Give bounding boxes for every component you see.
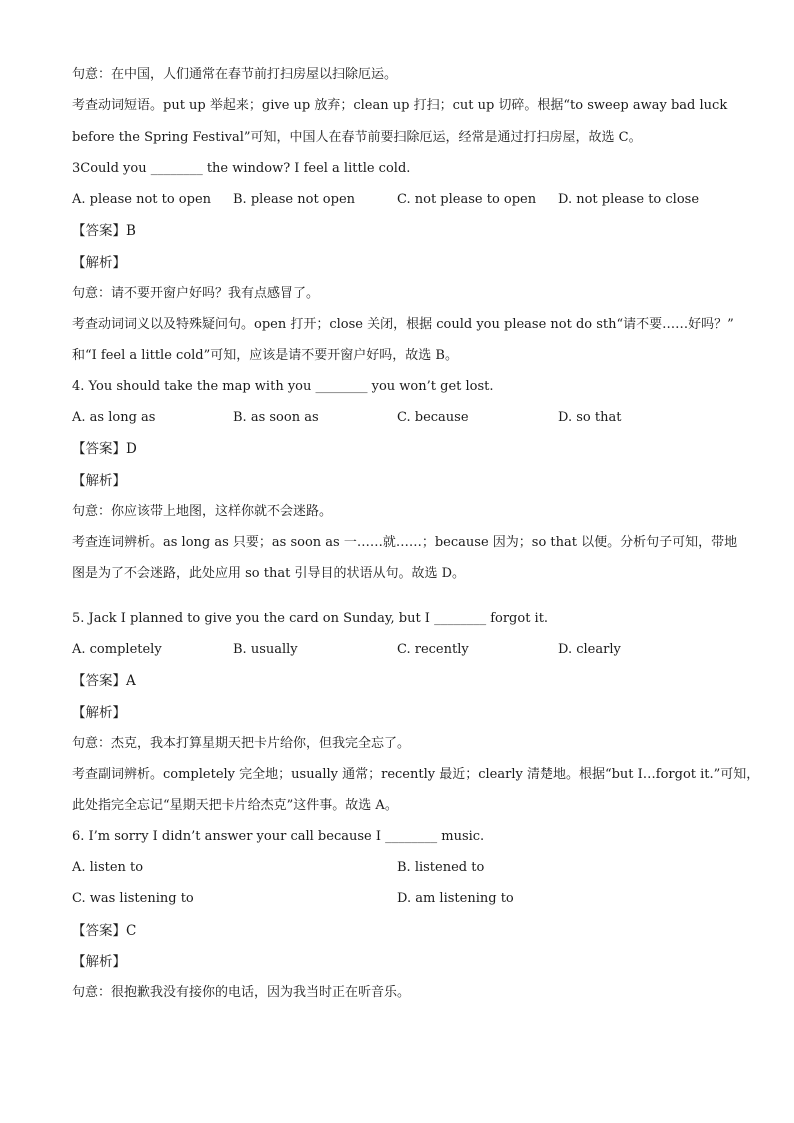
q2-analysis-line-2: before the Spring Festival”可知，中国人在春节前要扫除厄运，经常是通过打扫房屋，故选 C。 (72, 130, 642, 145)
q6-option-c: C. was listening to (72, 891, 194, 906)
q3-answer: 【答案】B (72, 223, 136, 239)
q5-option-c: C. recently (397, 642, 469, 657)
q6-jiexi-heading: 【解析】 (72, 954, 126, 970)
q4-analysis-line-2: 图是为了不会迷路，此处应用 so that 引导目的状语从句。故选 D。 (72, 566, 466, 581)
q4-answer: 【答案】D (72, 441, 137, 457)
q4-meaning: 句意：你应该带上地图，这样你就不会迷路。 (72, 504, 333, 519)
q3-option-b: B. please not open (233, 192, 356, 207)
q3-option-c: C. not please to open (397, 192, 537, 207)
q5-analysis-line-1: 考查副词辨析。completely 完全地；usually 通常；recently 最近；clearly 清楚地。根据“but I…forgot it.”可知， (72, 767, 760, 782)
q3-stem: 3Could you ________ the window? I feel a little cold. (72, 161, 411, 176)
q2-analysis-line-1: 考查动词短语。put up 举起来；give up 放弃；clean up 打扫；cut up 切碎。根据“to sweep away bad luck (72, 98, 728, 113)
q6-option-a: A. listen to (72, 860, 144, 875)
q2-meaning: 句意：在中国，人们通常在春节前打扫房屋以扫除厄运。 (72, 67, 398, 82)
q5-option-d: D. clearly (558, 642, 621, 657)
q5-analysis-line-2: 此处指完全忘记“星期天把卡片给杰克”这件事。故选 A。 (72, 798, 398, 813)
q6-option-b: B. listened to (397, 860, 485, 875)
q4-options (72, 409, 732, 427)
q4-option-a: A. as long as (72, 410, 156, 425)
q4-stem: 4. You should take the map with you ________ you won’t get lost. (72, 379, 494, 394)
q5-options (72, 641, 732, 659)
q5-meaning: 句意：杰克，我本打算星期天把卡片给你，但我完全忘了。 (72, 736, 411, 751)
q6-option-d: D. am listening to (397, 891, 514, 906)
q4-option-c: C. because (397, 410, 469, 425)
q5-stem: 5. Jack I planned to give you the card on Sunday, but I ________ forgot it. (72, 611, 549, 626)
q3-jiexi-heading: 【解析】 (72, 255, 126, 271)
q4-analysis-line-1: 考查连词辨析。as long as 只要；as soon as 一……就……；because 因为；so that 以便。分析句子可知，带地 (72, 535, 738, 550)
q6-stem: 6. I’m sorry I didn’t answer your call because I ________ music. (72, 829, 485, 844)
q6-options-row-1 (72, 859, 732, 877)
q5-option-b: B. usually (233, 642, 298, 657)
q4-option-d: D. so that (558, 410, 622, 425)
q3-option-d: D. not please to close (558, 192, 700, 207)
q6-meaning: 句意：很抱歉我没有接你的电话，因为我当时正在听音乐。 (72, 985, 411, 1000)
q3-analysis-line-1: 考查动词词义以及特殊疑问句。open 打开；close 关闭，根据 could you please not do sth“请不要……好吗？” (72, 317, 734, 332)
q3-options (72, 191, 732, 209)
q6-answer: 【答案】C (72, 923, 137, 939)
q5-answer: 【答案】A (72, 673, 136, 689)
q5-option-a: A. completely (72, 642, 162, 657)
q4-jiexi-heading: 【解析】 (72, 473, 126, 489)
q5-jiexi-heading: 【解析】 (72, 705, 126, 721)
q6-options-row-2 (72, 890, 732, 908)
q4-option-b: B. as soon as (233, 410, 319, 425)
q3-option-a: A. please not to open (72, 192, 212, 207)
q3-analysis-line-2: 和“I feel a little cold”可知，应该是请不要开窗户好吗，故选 B。 (72, 348, 458, 363)
q3-meaning: 句意：请不要开窗户好吗？我有点感冒了。 (72, 286, 320, 301)
